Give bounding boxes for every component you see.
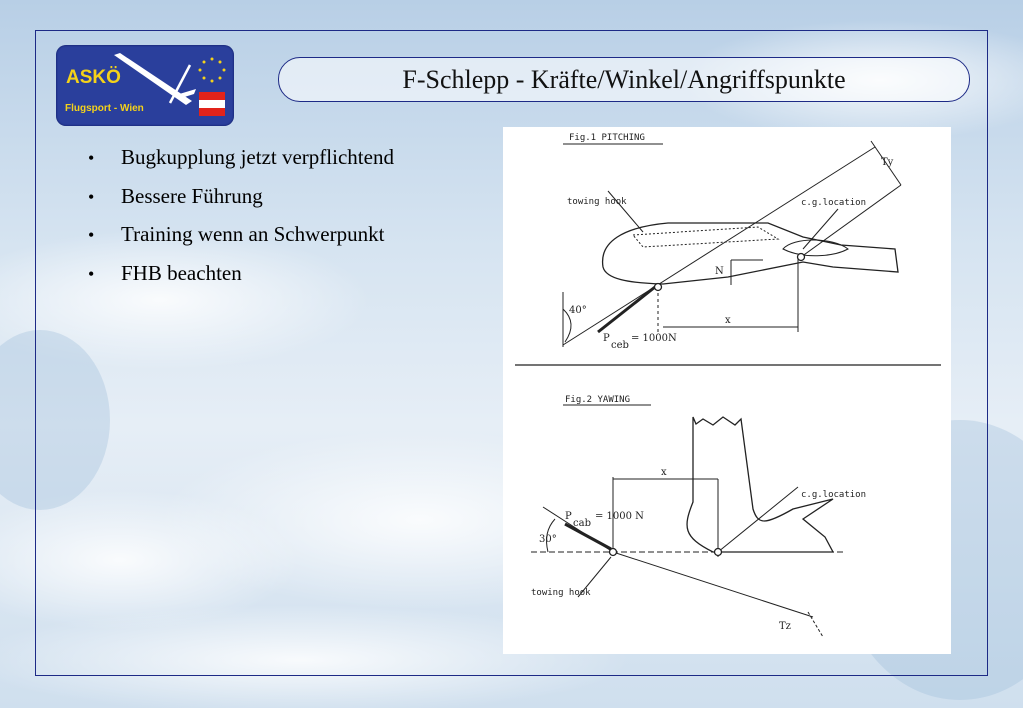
bullet-icon: • bbox=[88, 225, 95, 245]
fig2-force-subscript: cab bbox=[573, 518, 591, 529]
fig1-dim-n: N bbox=[715, 266, 724, 277]
bullet-item: • FHB beachten bbox=[88, 260, 242, 285]
fig2-caption: Fig.2 YAWING bbox=[565, 395, 631, 405]
logo-subtitle: Flugsport - Wien bbox=[65, 103, 144, 114]
fig2-force-value: = 1000 N bbox=[595, 511, 644, 522]
fig2-force-symbol: P bbox=[565, 511, 572, 522]
fig1-dim-ty: Ty bbox=[881, 157, 894, 168]
fig1-force-value: = 1000N bbox=[631, 333, 677, 344]
bullet-item: • Bessere Führung bbox=[88, 183, 263, 208]
slide-title: F-Schlepp - Kräfte/Winkel/Angriffspunkte bbox=[402, 64, 846, 94]
fig2-dim-x: x bbox=[661, 467, 667, 478]
fig1-force-symbol: P bbox=[603, 333, 610, 344]
fig1-angle-label: 40° bbox=[569, 305, 587, 316]
asko-logo bbox=[56, 45, 234, 126]
fig1-force-subscript: ceb bbox=[611, 340, 629, 351]
fig1-towing-hook-label: towing hook bbox=[567, 197, 627, 207]
towing-forces-figure bbox=[503, 127, 951, 654]
fig2-towing-hook-label: towing hook bbox=[531, 588, 591, 598]
fig1-cg-label: c.g.location bbox=[801, 198, 867, 208]
bullet-item: • Training wenn an Schwerpunkt bbox=[88, 222, 385, 246]
bullet-icon: • bbox=[88, 263, 95, 284]
bullet-item: • Bugkupplung jetzt verpflichtend bbox=[88, 145, 394, 169]
bullet-icon: • bbox=[88, 148, 95, 168]
bullet-icon: • bbox=[88, 186, 95, 207]
bullet-list bbox=[88, 145, 394, 299]
fig2-dim-tz: Tz bbox=[779, 621, 791, 632]
fig2-cg-label: c.g.location bbox=[801, 490, 867, 500]
title-banner bbox=[278, 57, 970, 102]
fig1-dim-x: x bbox=[725, 315, 731, 326]
technical-drawing bbox=[503, 127, 951, 654]
logo-name: ASKÖ bbox=[66, 67, 121, 88]
fig1-caption: Fig.1 PITCHING bbox=[569, 133, 645, 143]
fig2-angle-label: 30° bbox=[539, 534, 557, 545]
